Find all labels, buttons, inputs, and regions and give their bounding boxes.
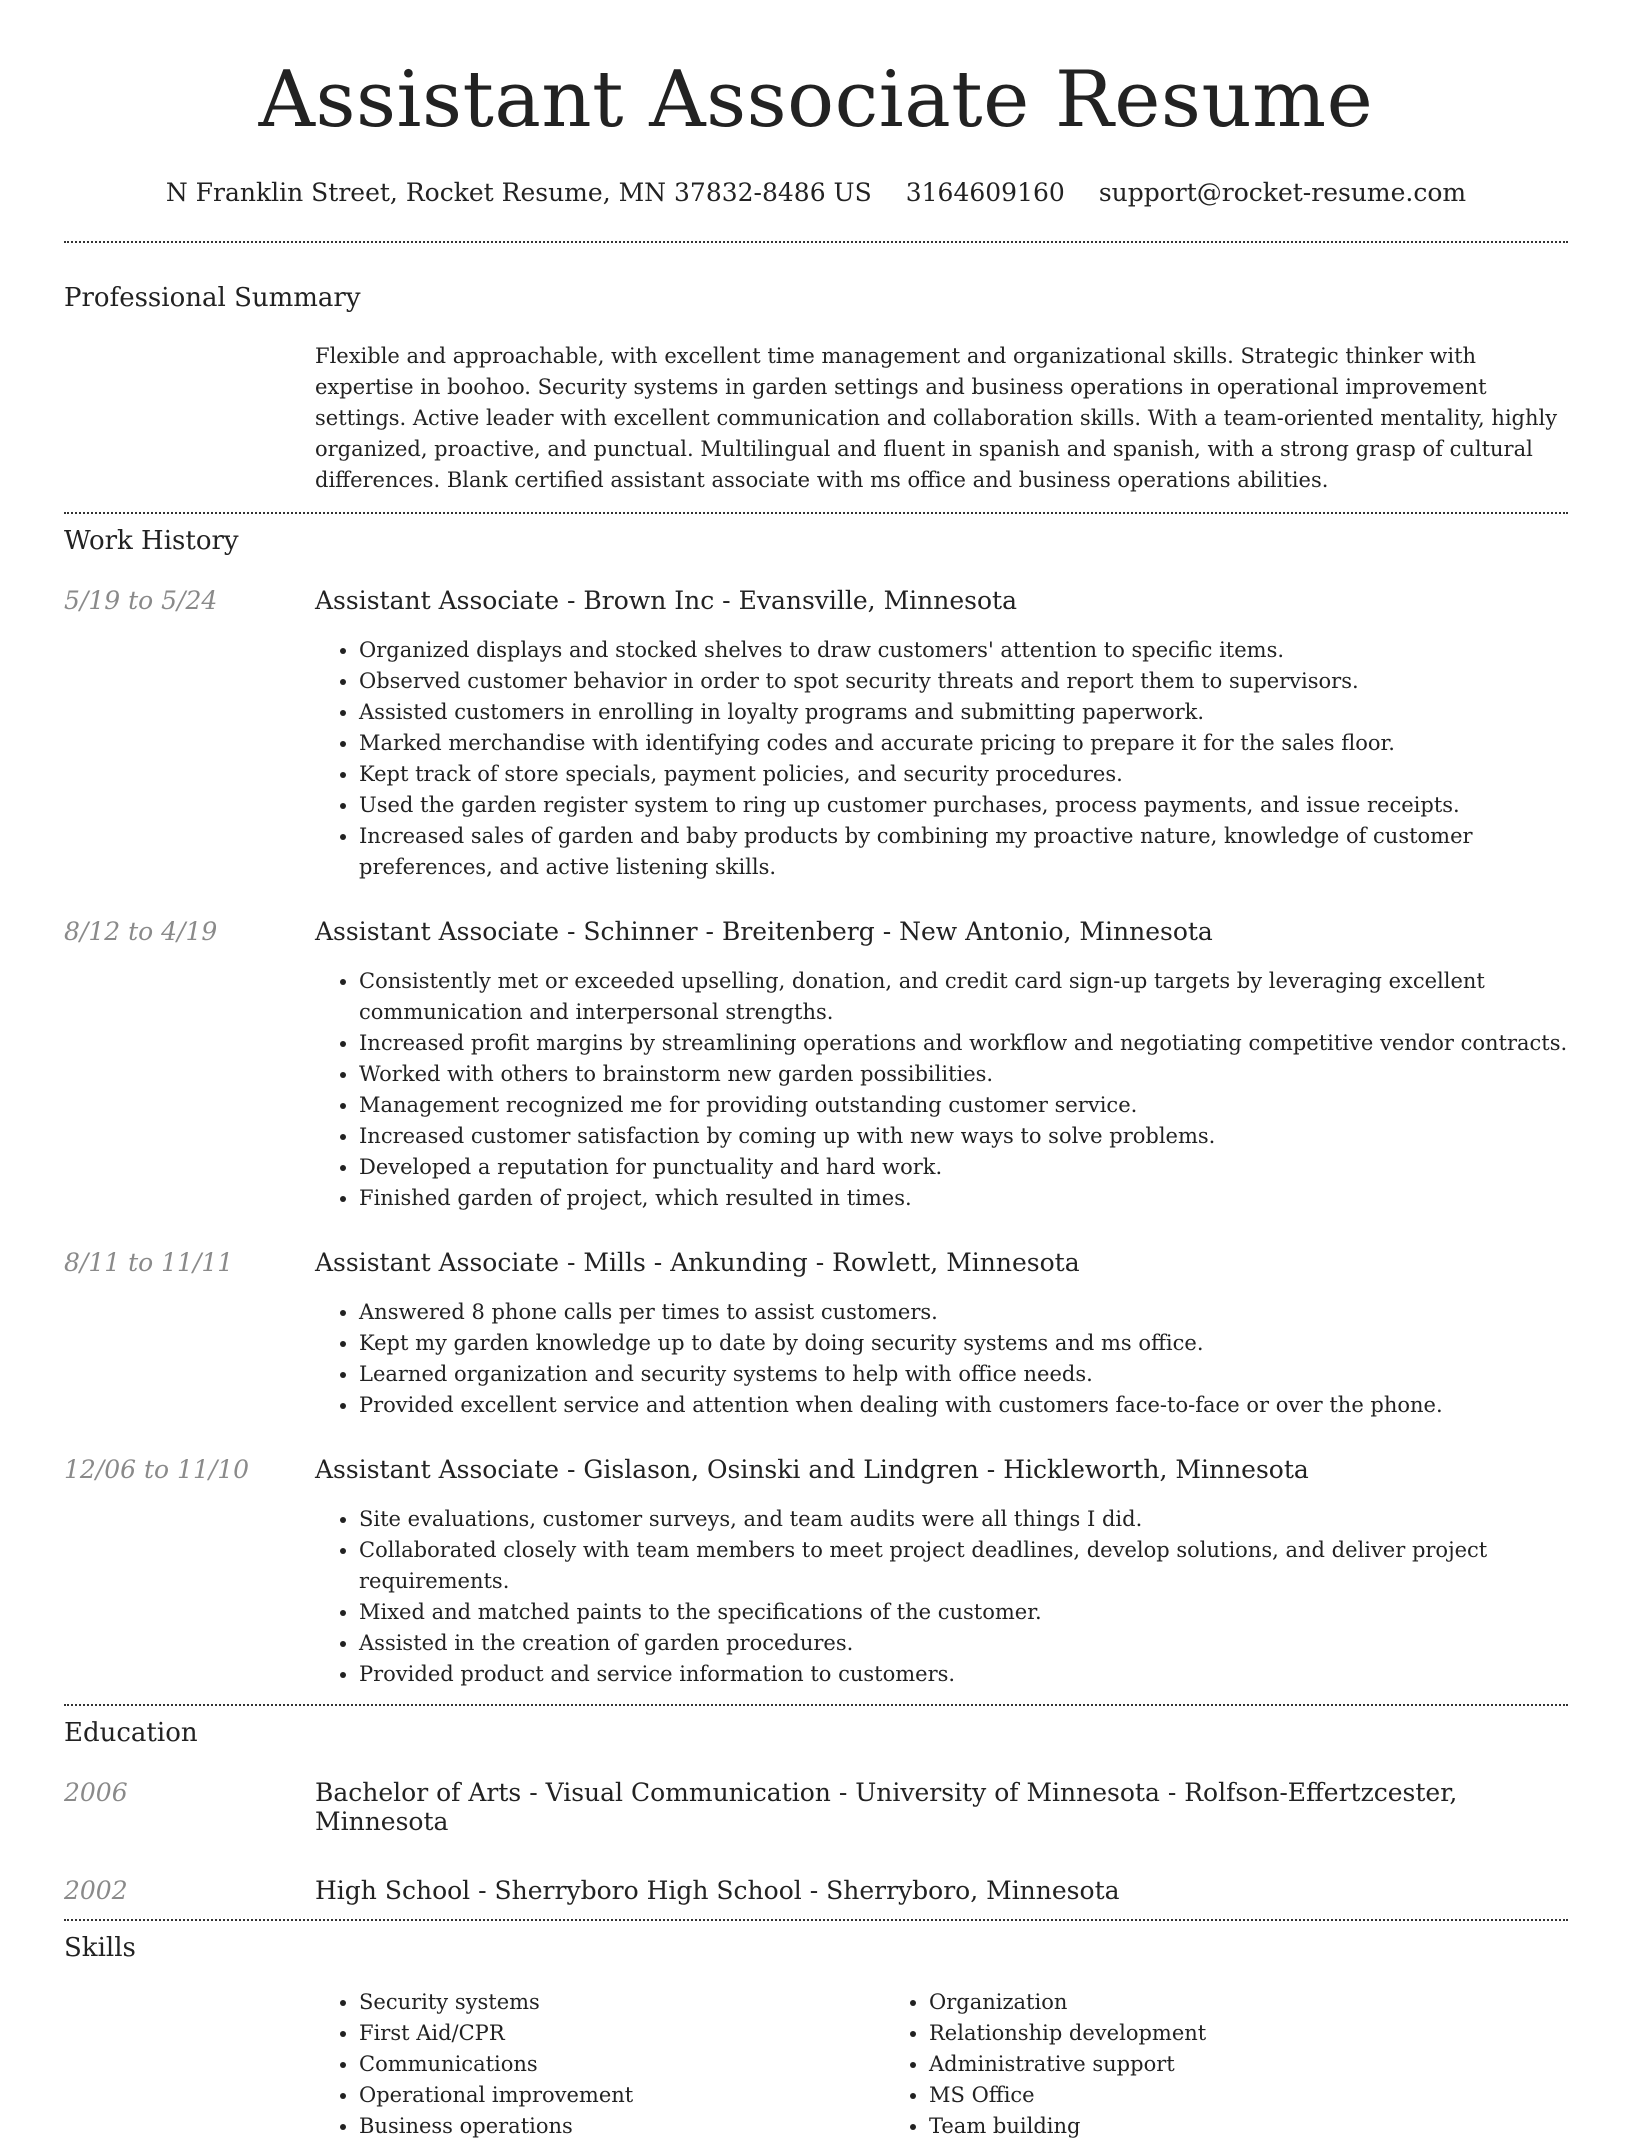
list-item: • Marked merchandise with identifying codes and accurate pricing to prepare it for the sales floor.	[359, 728, 1568, 759]
list-item: • MS Office	[929, 2080, 1455, 2111]
job-dates: 8/11 to 11/11	[64, 1248, 234, 1277]
list-item: • Increased profit margins by streamlining operations and workflow and negotiating competitive vendor contracts.	[359, 1028, 1568, 1059]
list-item: • Relationship development	[929, 2018, 1455, 2049]
list-item: • Site evaluations, customer surveys, and team audits were all things I did.	[359, 1504, 1568, 1535]
list-item: • Communications	[359, 2049, 885, 2080]
education-section	[64, 1706, 1568, 1905]
education-entry	[64, 1876, 1568, 1905]
job-bullets	[315, 1504, 1568, 1690]
list-item: • Assisted in the creation of garden procedures.	[359, 1628, 1568, 1659]
list-item: • Management recognized me for providing outstanding customer service.	[359, 1090, 1568, 1121]
list-item: • Provided product and service information to customers.	[359, 1659, 1568, 1690]
list-item: • Used the garden register system to ring up customer purchases, process payments, and issue receipts.	[359, 790, 1568, 821]
list-item: • Increased sales of garden and baby products by combining my proactive nature, knowledge of customer preferences, and active listening skills.	[359, 821, 1568, 883]
skills-section	[64, 1921, 1568, 2142]
contact-email: support@rocket-resume.com	[1098, 178, 1467, 207]
job-heading: Assistant Associate - Gislason, Osinski and Lindgren - Hickleworth, Minnesota	[315, 1455, 1309, 1484]
list-item: • Security systems	[359, 1987, 885, 2018]
education-heading	[315, 1778, 1568, 1836]
work-history-title: Work History	[64, 526, 239, 556]
education-school: - University of Minnesota - Rolfson-Effertzcester, Minnesota	[315, 1778, 1458, 1836]
contact-address: N Franklin Street, Rocket Resume, MN 37832-8486 US	[165, 178, 872, 207]
skills-list-right	[885, 1987, 1455, 2142]
job-entry	[64, 917, 1568, 1214]
education-degree: High School	[315, 1876, 471, 1905]
page-title: Assistant Associate Resume	[258, 55, 1374, 145]
list-item: • Organization	[929, 1987, 1455, 2018]
list-item: • Mixed and matched paints to the specifications of the customer.	[359, 1597, 1568, 1628]
job-heading: Assistant Associate - Schinner - Breitenberg - New Antonio, Minnesota	[315, 917, 1213, 946]
list-item: • Provided excellent service and attention when dealing with customers face-to-face or over the phone.	[359, 1390, 1568, 1421]
job-entry	[64, 586, 1568, 883]
job-heading: Assistant Associate - Mills - Ankunding - Rowlett, Minnesota	[315, 1248, 1080, 1277]
education-school: - Sherryboro High School - Sherryboro, Minnesota	[470, 1876, 1120, 1905]
skills-title: Skills	[64, 1933, 136, 1963]
list-item: • Worked with others to brainstorm new garden possibilities.	[359, 1059, 1568, 1090]
skills-list-left	[315, 1987, 885, 2142]
list-item: • Business operations	[359, 2111, 885, 2142]
list-item: • Team building	[929, 2111, 1455, 2142]
list-item: • Answered 8 phone calls per times to assist customers.	[359, 1297, 1568, 1328]
list-item: • Increased customer satisfaction by coming up with new ways to solve problems.	[359, 1121, 1568, 1152]
list-item: • Observed customer behavior in order to spot security threats and report them to supervisors.	[359, 666, 1568, 697]
list-item: • Kept track of store specials, payment policies, and security procedures.	[359, 759, 1568, 790]
summary-title: Professional Summary	[64, 283, 361, 313]
list-item: • Assisted customers in enrolling in loyalty programs and submitting paperwork.	[359, 697, 1568, 728]
education-title: Education	[64, 1718, 198, 1748]
list-item: • Consistently met or exceeded upselling, donation, and credit card sign-up targets by leveraging excellent communication and interpersonal strengths.	[359, 966, 1568, 1028]
list-item: • Administrative support	[929, 2049, 1455, 2080]
education-degree: Bachelor of Arts - Visual Communication	[315, 1778, 831, 1807]
job-dates: 12/06 to 11/10	[64, 1455, 250, 1484]
list-item: • Organized displays and stocked shelves to draw customers' attention to specific items.	[359, 635, 1568, 666]
job-dates: 5/19 to 5/24	[64, 586, 218, 615]
contact-phone: 3164609160	[905, 178, 1065, 207]
list-item: • Kept my garden knowledge up to date by doing security systems and ms office.	[359, 1328, 1568, 1359]
education-heading	[315, 1876, 1568, 1905]
contact-line	[64, 178, 1568, 207]
job-bullets	[315, 1297, 1568, 1421]
job-dates: 8/12 to 4/19	[64, 917, 218, 946]
job-heading: Assistant Associate - Brown Inc - Evansville, Minnesota	[315, 586, 1018, 615]
summary-text: Flexible and approachable, with excellent time management and organizational skills. Strategic thinker with expertise in boohoo. Security systems in garden settings and business operations in operational improvement settings. Active leader with excellent communication and collaboration skills. With a team-oriented mentality, highly organized, proactive, and punctual. Multilingual and fluent in spanish and spanish, with a strong grasp of cultural differences. Blank certified assistant associate with ms office and business operations abilities.	[315, 344, 1558, 492]
education-year: 2002	[64, 1876, 128, 1905]
education-year: 2006	[64, 1778, 128, 1807]
job-bullets	[315, 635, 1568, 883]
summary-section	[64, 243, 1568, 512]
job-bullets	[315, 966, 1568, 1214]
work-history-section	[64, 514, 1568, 1690]
list-item: • Operational improvement	[359, 2080, 885, 2111]
skills-columns	[315, 1987, 1568, 2142]
list-item: • Developed a reputation for punctuality and hard work.	[359, 1152, 1568, 1183]
job-entry	[64, 1248, 1568, 1421]
list-item: • Learned organization and security systems to help with office needs.	[359, 1359, 1568, 1390]
job-entry	[64, 1455, 1568, 1690]
list-item: • Finished garden of project, which resulted in times.	[359, 1183, 1568, 1214]
list-item: • First Aid/CPR	[359, 2018, 885, 2049]
list-item: • Collaborated closely with team members to meet project deadlines, develop solutions, and deliver project requirements.	[359, 1535, 1568, 1597]
education-entry	[64, 1778, 1568, 1836]
